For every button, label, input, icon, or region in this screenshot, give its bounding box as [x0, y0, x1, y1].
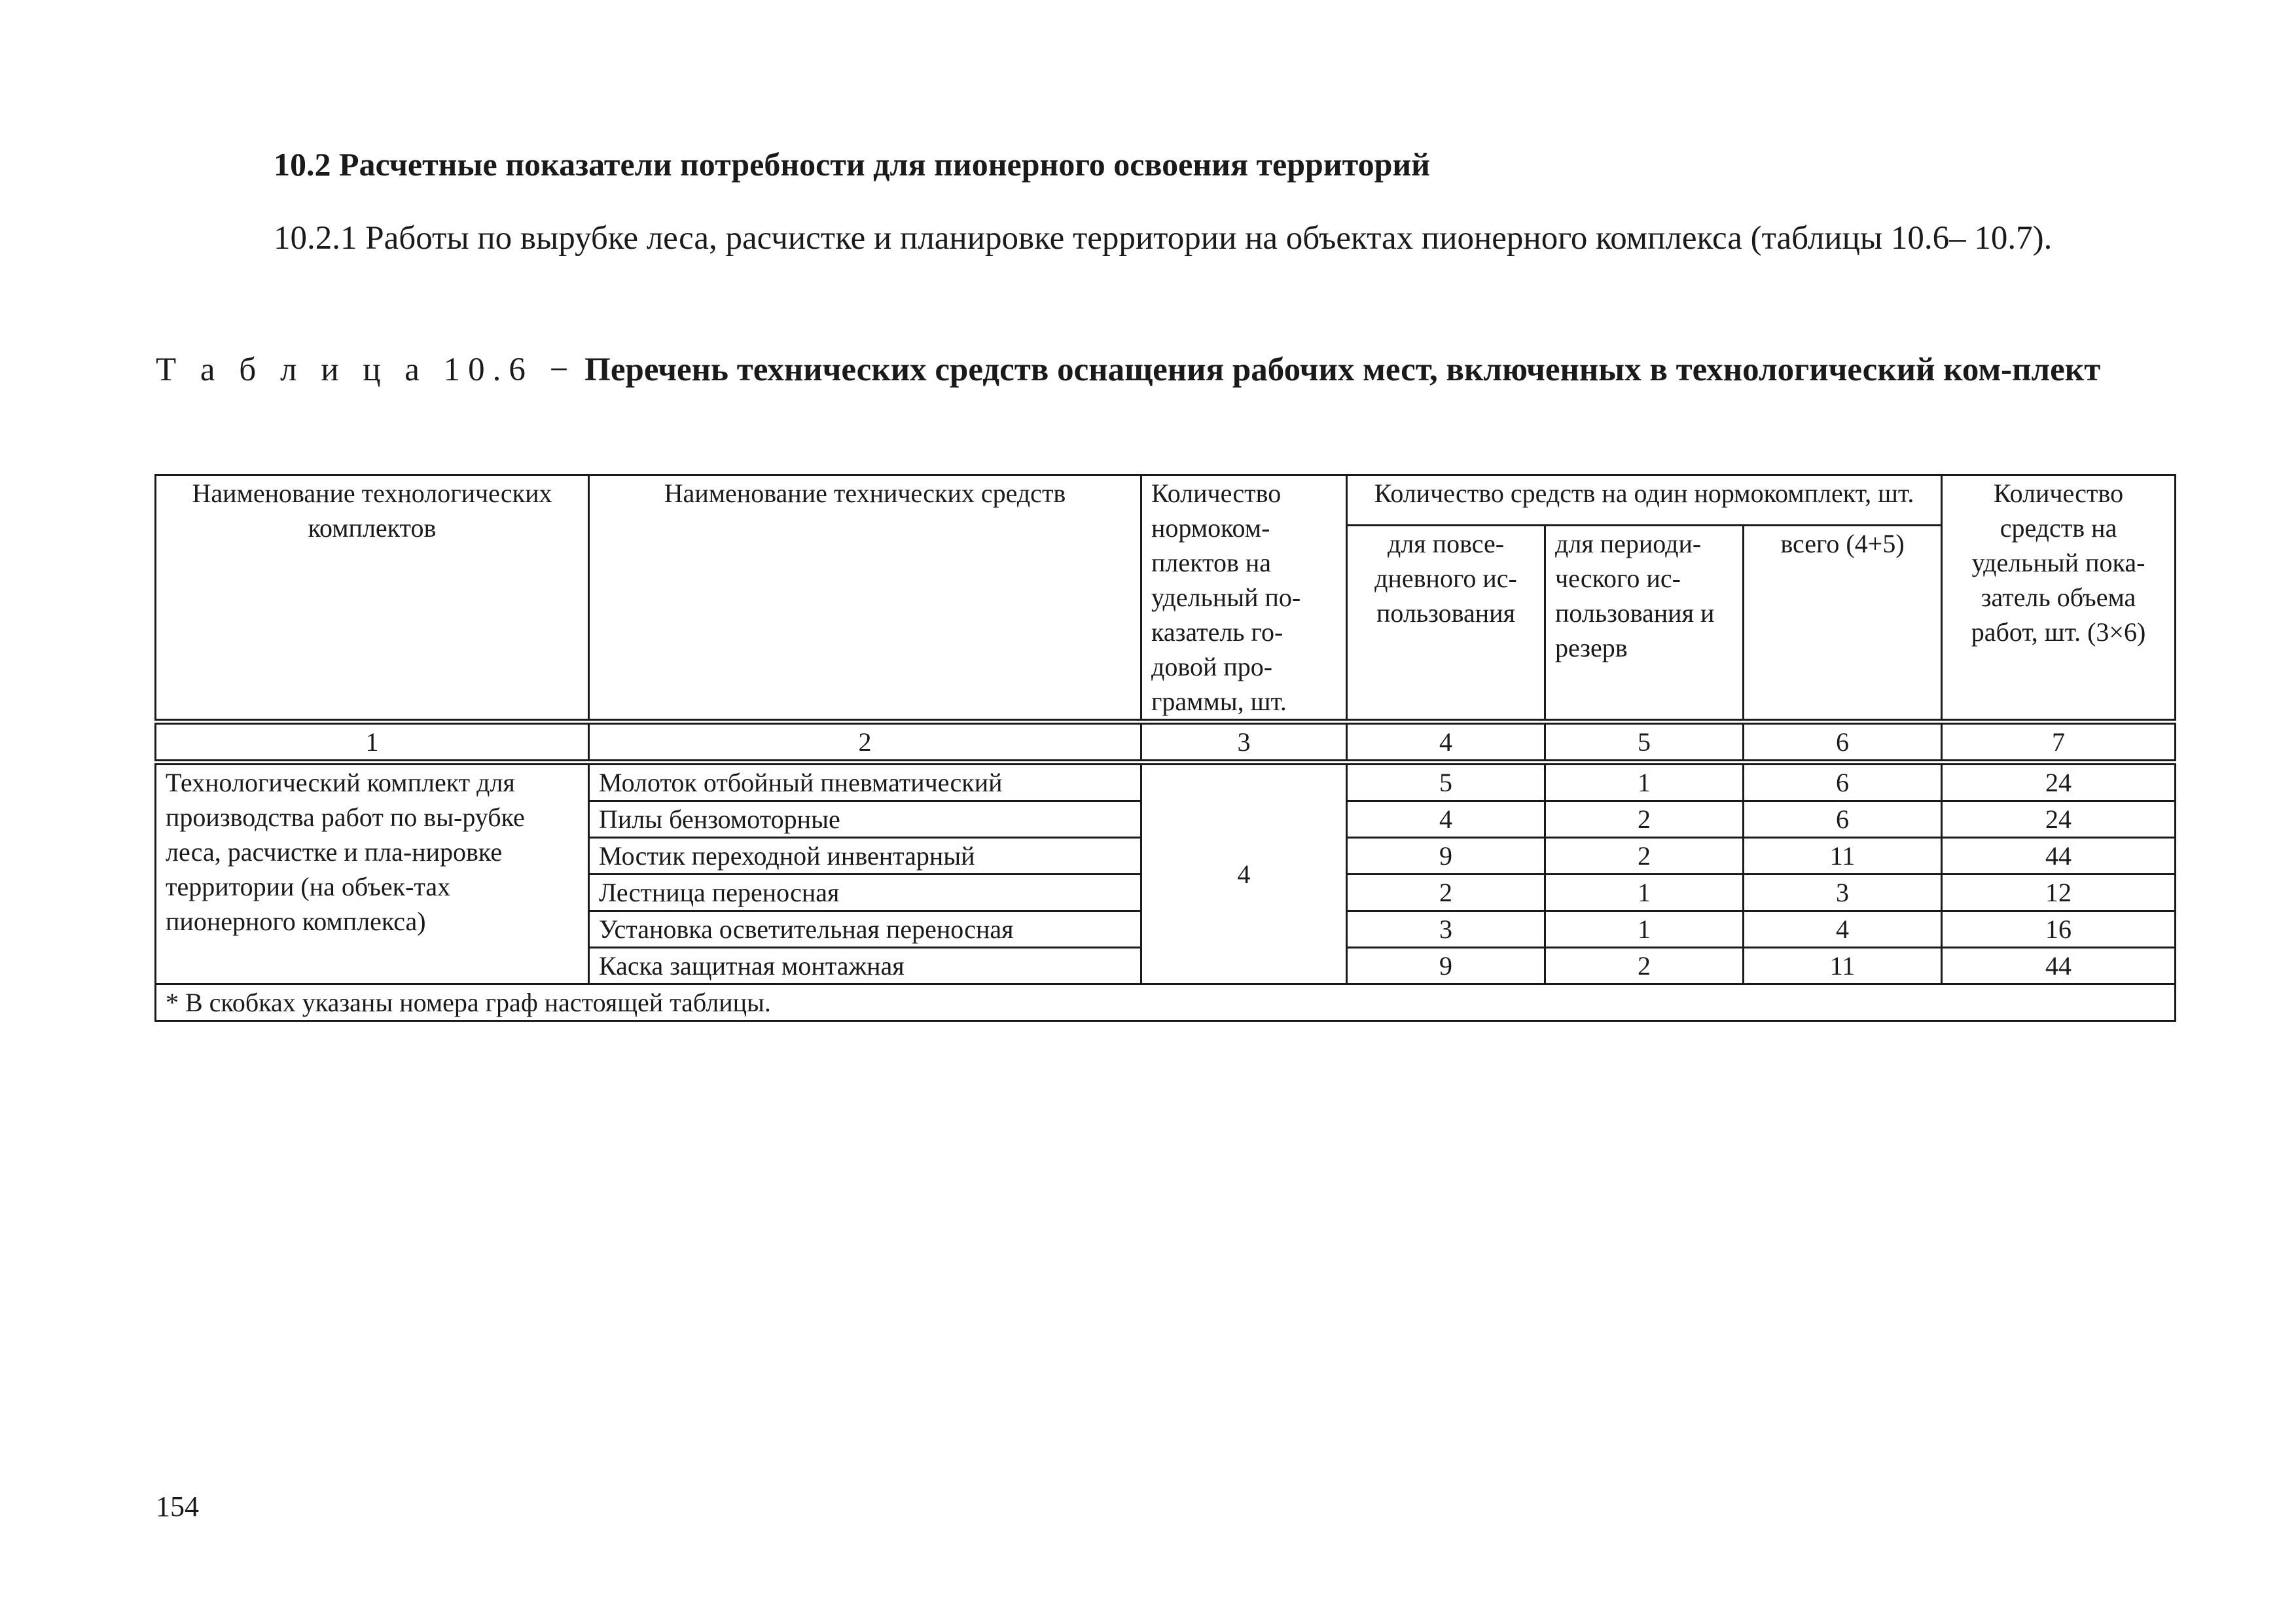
equipment-name: Молоток отбойный пневматический	[589, 763, 1141, 801]
complex-name-cell: Технологический комплект для производства работ по вы-рубке леса, расчистке и пла-нировке территории (на объек-тах пионерного комплекса)	[156, 763, 589, 984]
header-col4: для повсе-дневного ис-пользования	[1347, 526, 1545, 722]
norm-sets-cell: 4	[1141, 763, 1347, 984]
daily-count: 4	[1347, 801, 1545, 838]
page-number: 154	[156, 1490, 199, 1523]
periodic-count: 1	[1545, 763, 1744, 801]
per-unit-count: 44	[1942, 838, 2176, 875]
total-count: 11	[1744, 838, 1942, 875]
periodic-count: 2	[1545, 948, 1744, 984]
intro-paragraph: 10.2.1 Работы по вырубке леса, расчистке и планировке территории на объектах пионерного комплекса (таблицы 10.6– 10.7).	[274, 220, 2053, 257]
daily-count: 9	[1347, 838, 1545, 875]
table-caption-title: Перечень технических средств оснащения рабочих мест, включенных в технологический ком-плект	[584, 352, 2101, 388]
column-number: 4	[1347, 722, 1545, 763]
table-row	[156, 763, 2176, 801]
table-footnote: * В скобках указаны номера граф настоящей таблицы.	[156, 984, 2176, 1021]
daily-count: 3	[1347, 911, 1545, 948]
footnote-row	[156, 984, 2176, 1021]
table-caption	[156, 335, 2139, 405]
total-count: 6	[1744, 801, 1942, 838]
per-unit-count: 24	[1942, 763, 2176, 801]
table-caption-prefix: Т а б л и ц а 10.6 −	[156, 352, 577, 388]
equipment-name: Мостик переходной инвентарный	[589, 838, 1141, 875]
daily-count: 5	[1347, 763, 1545, 801]
section-heading: 10.2 Расчетные показатели потребности для пионерного освоения территорий	[274, 146, 1430, 183]
table-header-row-1	[156, 475, 2176, 526]
daily-count: 2	[1347, 875, 1545, 911]
total-count: 4	[1744, 911, 1942, 948]
total-count: 3	[1744, 875, 1942, 911]
header-col3: Количество нормоком-плектов на удельный по-казатель го-довой про-граммы, шт.	[1141, 475, 1347, 722]
per-unit-count: 16	[1942, 911, 2176, 948]
header-col7: Количество средств на удельный пока-затель объема работ, шт. (3×6)	[1942, 475, 2176, 722]
periodic-count: 1	[1545, 875, 1744, 911]
daily-count: 9	[1347, 948, 1545, 984]
header-col6: всего (4+5)	[1744, 526, 1942, 722]
periodic-count: 1	[1545, 911, 1744, 948]
periodic-count: 2	[1545, 801, 1744, 838]
total-count: 11	[1744, 948, 1942, 984]
column-number-row	[156, 722, 2176, 763]
column-number: 7	[1942, 722, 2176, 763]
equipment-name: Установка осветительная переносная	[589, 911, 1141, 948]
column-number: 1	[156, 722, 589, 763]
equipment-name: Лестница переносная	[589, 875, 1141, 911]
column-number: 6	[1744, 722, 1942, 763]
column-number: 5	[1545, 722, 1744, 763]
per-unit-count: 12	[1942, 875, 2176, 911]
header-col5: для периоди-ческого ис-пользования и резерв	[1545, 526, 1744, 722]
equipment-name: Пилы бензомоторные	[589, 801, 1141, 838]
total-count: 6	[1744, 763, 1942, 801]
periodic-count: 2	[1545, 838, 1744, 875]
header-group: Количество средств на один нормокомплект, шт.	[1347, 475, 1942, 526]
equipment-name: Каска защитная монтажная	[589, 948, 1141, 984]
column-number: 2	[589, 722, 1141, 763]
header-col1: Наименование технологических комплектов	[156, 475, 589, 722]
per-unit-count: 24	[1942, 801, 2176, 838]
equipment-table	[154, 474, 2176, 1022]
column-number: 3	[1141, 722, 1347, 763]
per-unit-count: 44	[1942, 948, 2176, 984]
header-col2: Наименование технических средств	[589, 475, 1141, 722]
